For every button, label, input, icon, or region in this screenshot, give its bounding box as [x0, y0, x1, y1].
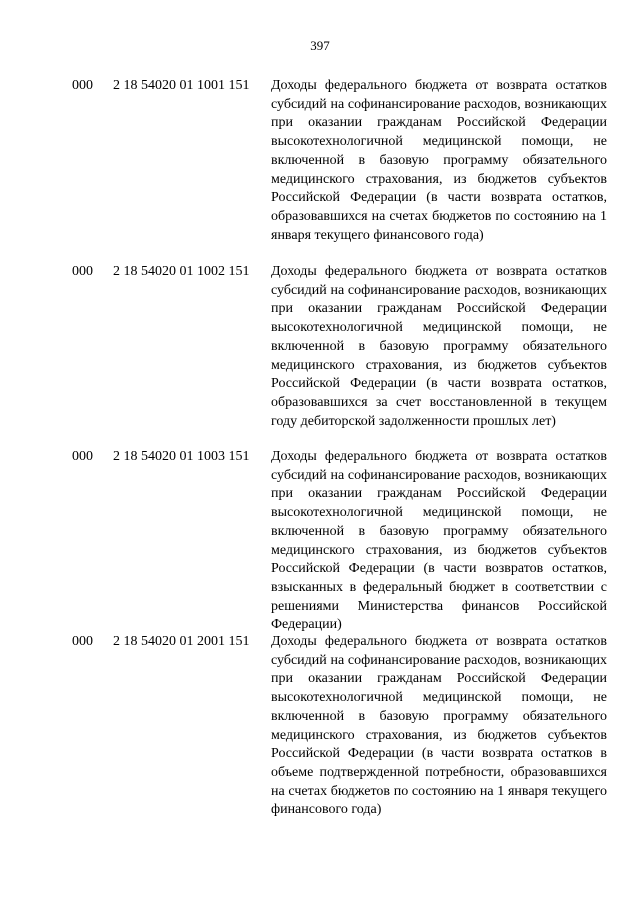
admin-code: 000: [72, 634, 93, 649]
kbk-code: 2 18 54020 01 1001 151: [113, 78, 250, 93]
kbk-code: 2 18 54020 01 1003 151: [113, 449, 250, 464]
row-description: Доходы федерального бюджета от возврата остатков субсидий на софинансирование расходов, возникающих при оказании гражданам Российской Федерации высокотехнологичной медицинской помощи, не включенной в базовую программу обязательного медицинского страхования, из бюджетов субъектов Российской Федерации (в части возврата остатков, образовавшихся за счет восстановленной в текущем году дебиторской задолженности прошлых лет): [271, 264, 607, 429]
row-description: Доходы федерального бюджета от возврата остатков субсидий на софинансирование расходов, возникающих при оказании гражданам Российской Федерации высокотехнологичной медицинской помощи, не включенной в базовую программу обязательного медицинского страхования, из бюджетов субъектов Российской Федерации (в части возвратов остатков, взысканных в федеральный бюджет в соответствии с решениями Министерства финансов Российской Федерации): [271, 449, 607, 633]
page-number: 397: [310, 38, 330, 53]
kbk-code: 2 18 54020 01 1002 151: [113, 264, 250, 279]
admin-code: 000: [72, 78, 93, 93]
row-description: Доходы федерального бюджета от возврата остатков субсидий на софинансирование расходов, возникающих при оказании гражданам Российской Федерации высокотехнологичной медицинской помощи, не включенной в базовую программу обязательного медицинского страхования, из бюджетов субъектов Российской Федерации (в части возврата остатков в объеме подтвержденной потребности, образовавшихся на счетах бюджетов по состоянию на 1 января текущего финансового года): [271, 634, 607, 818]
kbk-code: 2 18 54020 01 2001 151: [113, 634, 250, 649]
admin-code: 000: [72, 264, 93, 279]
row-description: Доходы федерального бюджета от возврата остатков субсидий на софинансирование расходов, возникающих при оказании гражданам Российской Федерации высокотехнологичной медицинской помощи, не включенной в базовую программу обязательного медицинского страхования, из бюджетов субъектов Российской Федерации (в части возврата остатков, образовавшихся на счетах бюджетов по состоянию на 1 января текущего финансового года): [271, 78, 607, 243]
admin-code: 000: [72, 449, 93, 464]
